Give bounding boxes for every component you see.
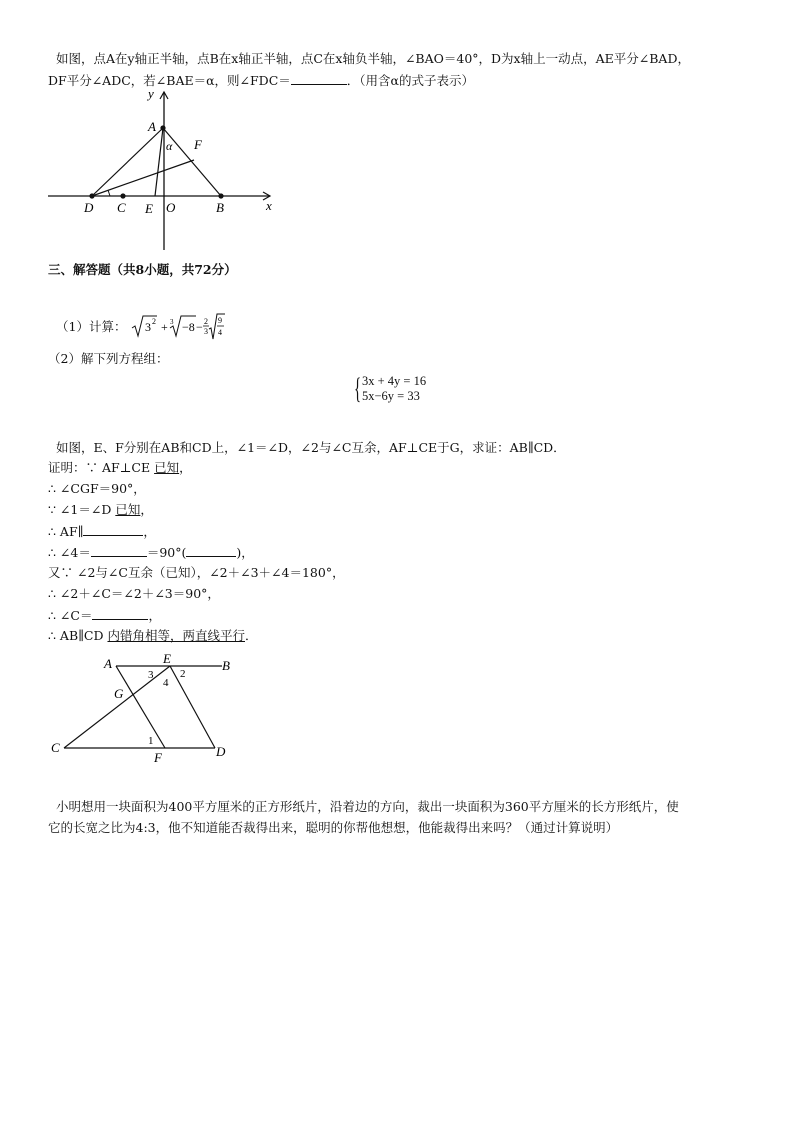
label-D: D — [84, 200, 94, 215]
q2-eq2: 5x−6y = 33 — [362, 389, 420, 403]
segment-DA — [92, 128, 163, 196]
q3-s7-pre: ∴ ∠C＝ — [48, 608, 93, 623]
q3-s3-post: ， — [143, 524, 156, 539]
point-D — [89, 193, 94, 198]
label-E: E — [163, 651, 171, 666]
q3-proof-post: ， — [179, 460, 192, 475]
q4-line2: 它的长宽之比为4:3，他不知道能否裁得出来，聪明的你帮他想想，他能裁得出来吗？（通过计算说明） — [48, 820, 619, 835]
sqrt-sign-3 — [209, 314, 225, 339]
q2-eq1: 3x + 4y = 16 — [362, 374, 427, 388]
q3-figure — [46, 648, 246, 768]
q3-s2-reason: 已知 — [115, 502, 141, 517]
q2-equation-system — [356, 374, 426, 404]
q2-sqrt-den: 4 — [218, 328, 222, 337]
q3-step4 — [48, 543, 254, 562]
q1-line2-pre: DF平分∠ADC，若∠BAE＝α，则∠FDC＝ — [48, 73, 291, 88]
q3-s2-post: ， — [140, 502, 153, 517]
q3-step8 — [48, 627, 258, 645]
label-1: 1 — [148, 735, 154, 747]
point-A — [160, 125, 165, 130]
q3-s4-pre: ∴ ∠4＝ — [48, 545, 91, 560]
q3-s4-post: )， — [236, 545, 254, 560]
q3-blank-4[interactable] — [92, 606, 148, 620]
q3-s8-pre: ∴ AB∥CD — [48, 628, 108, 643]
q2-plus: + — [161, 320, 168, 334]
q2-frac-den: 3 — [204, 327, 208, 336]
q2-sqrt-num: 9 — [218, 316, 222, 325]
q3-blank-2[interactable] — [91, 543, 147, 557]
point-C — [120, 193, 125, 198]
q2-expression — [130, 312, 230, 342]
label-alpha: α — [166, 139, 173, 153]
label-B: B — [222, 658, 230, 673]
q3-proof-reason: 已知 — [154, 460, 180, 475]
segment-AF — [116, 666, 165, 748]
label-F: F — [154, 750, 162, 765]
q3-step7 — [48, 606, 161, 625]
q3-intro: 如图，E、F分别在AB和CD上，∠1＝∠D，∠2与∠C互余，AF⊥CE于G，求证：AB∥CD． — [56, 440, 566, 455]
angle-mark-D — [108, 190, 110, 196]
label-C: C — [51, 740, 60, 755]
q1-figure — [44, 86, 294, 254]
q2-part1 — [56, 318, 126, 336]
q3-s8-reason: 内错角相等，两直线平行 — [107, 628, 245, 643]
label-D: D — [216, 744, 226, 759]
label-B: B — [216, 200, 224, 215]
q3-proof-line — [48, 459, 192, 477]
label-A: A — [104, 656, 112, 671]
q2-part1-label: （1）计算： — [56, 319, 127, 334]
label-3: 3 — [148, 669, 154, 681]
q2-cube-radicand: −8 — [182, 320, 195, 334]
label-x: x — [266, 198, 272, 213]
label-C: C — [117, 200, 126, 215]
q3-proof-pre: 证明：∵ AF⊥CE — [48, 460, 155, 475]
q3-step5: 又∵ ∠2与∠C互余（已知），∠2＋∠3＋∠4＝180°， — [48, 565, 345, 580]
q3-blank-1[interactable] — [83, 522, 143, 536]
point-B — [218, 193, 223, 198]
q3-step1: ∴ ∠CGF＝90°， — [48, 481, 146, 496]
system-brace: { — [354, 372, 362, 405]
label-A: A — [148, 119, 156, 134]
label-E: E — [145, 201, 153, 216]
q1-text-line1: 如图，点A在y轴正半轴，点B在x轴正半轴，点C在x轴负半轴，∠BAO＝40°，D为x轴上一动点，AE平分∠BAD， — [56, 51, 690, 66]
label-G: G — [114, 686, 124, 701]
q3-s3-pre: ∴ AF∥ — [48, 524, 84, 539]
q3-s2-pre: ∵ ∠1＝∠D — [48, 502, 116, 517]
q3-step3 — [48, 522, 156, 541]
q3-blank-3[interactable] — [186, 543, 236, 557]
segment-AE — [155, 128, 163, 196]
q3-step6: ∴ ∠2＋∠C＝∠2＋∠3＝90°， — [48, 586, 220, 601]
label-2: 2 — [180, 668, 186, 680]
segment-DF — [92, 160, 194, 196]
q3-s8-post: ． — [245, 628, 258, 643]
q3-step2 — [48, 501, 153, 519]
q2-frac-num: 2 — [204, 317, 208, 326]
q3-s4-mid: ＝90°( — [146, 545, 187, 560]
q1-answer-blank[interactable] — [291, 71, 347, 85]
segment-ED — [170, 666, 215, 748]
q2-cube-index: 3 — [170, 318, 174, 326]
q2-part2-label: （2）解下列方程组： — [48, 351, 169, 366]
label-4: 4 — [163, 677, 169, 689]
q3-s7-post: ， — [148, 608, 161, 623]
segment-CE — [64, 666, 170, 748]
label-O: O — [166, 200, 176, 215]
q4-line1: 小明想用一块面积为400平方厘米的正方形纸片，沿着边的方向，裁出一块面积为360平方厘米的长方形纸片，使 — [56, 799, 679, 814]
label-F: F — [194, 137, 202, 152]
q1-line2-post: ．（用含α的式子表示） — [346, 73, 474, 88]
q2-sq-exponent: 2 — [152, 317, 156, 326]
q2-minus: − — [196, 320, 203, 334]
label-y: y — [148, 86, 154, 101]
section-title: 三、解答题（共8小题，共72分） — [48, 262, 237, 277]
q2-sq-radicand: 3 — [145, 320, 151, 334]
